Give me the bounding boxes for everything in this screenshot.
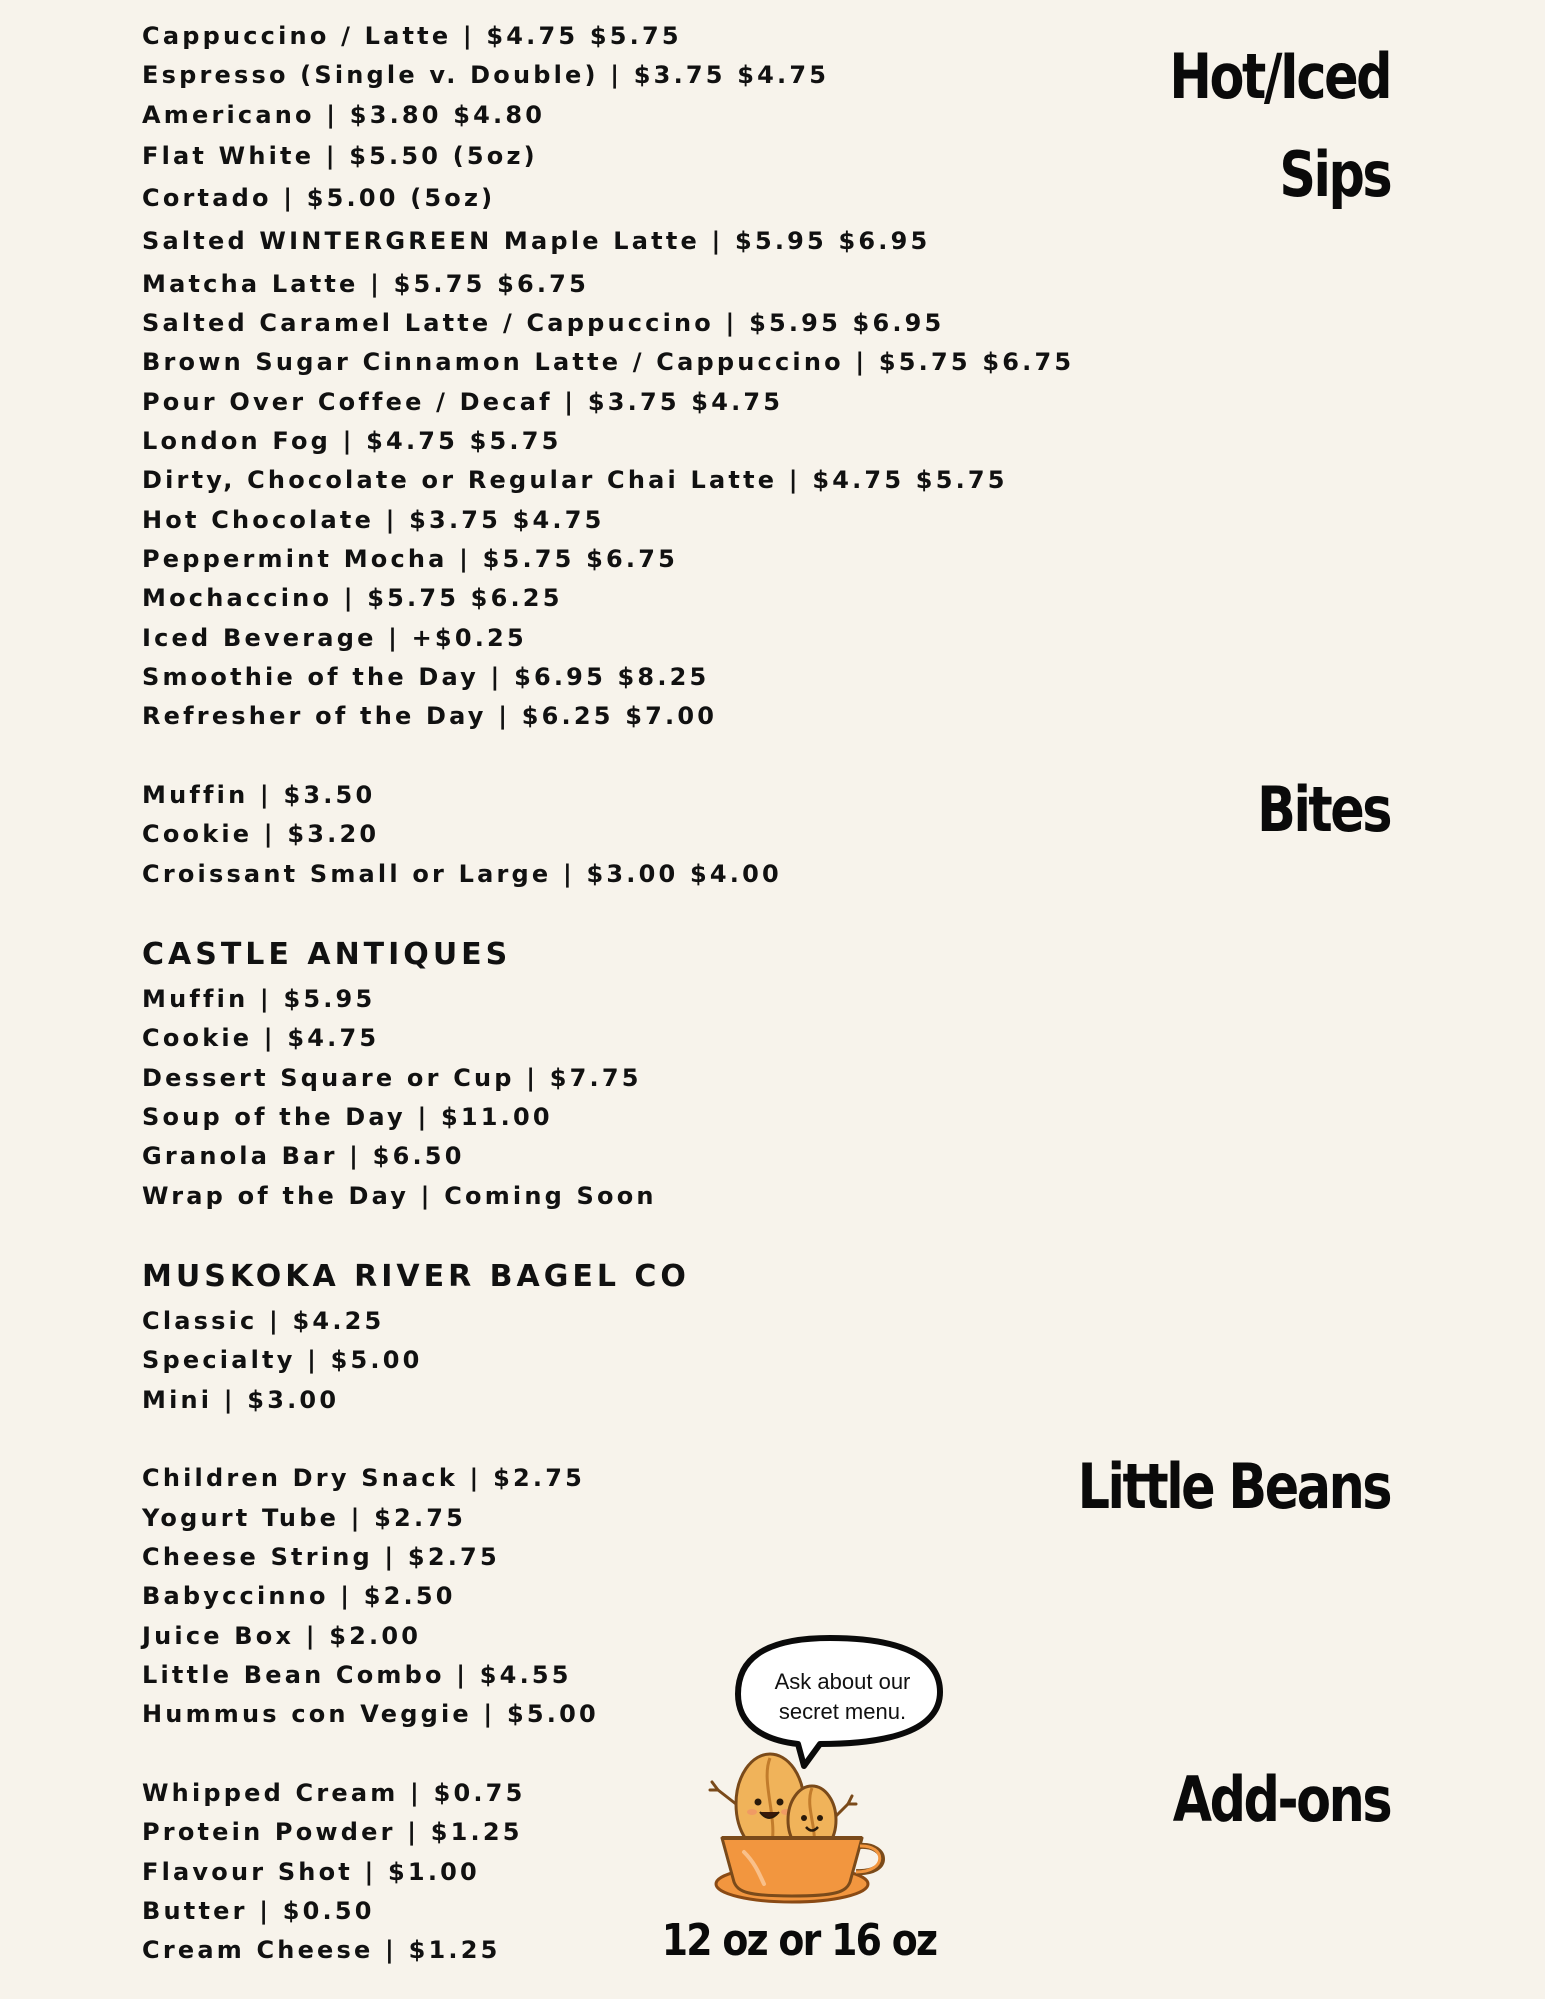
heading-bites: Bites — [1257, 773, 1390, 846]
menu-item: Little Bean Combo | $4.55 — [142, 1661, 572, 1689]
heading-addons: Add-ons — [1172, 1763, 1390, 1836]
menu-item: Peppermint Mocha | $5.75 $6.75 — [142, 545, 679, 573]
menu-item: Hot Chocolate | $3.75 $4.75 — [142, 506, 605, 534]
heading-sips: Sips — [1279, 138, 1390, 211]
menu-item: Hummus con Veggie | $5.00 — [142, 1700, 599, 1728]
menu-item: Cheese String | $2.75 — [142, 1543, 500, 1571]
heading-little-beans: Little Beans — [1077, 1450, 1390, 1523]
vendor-title-muskoka: MUSKOKA RIVER BAGEL CO — [142, 1259, 690, 1294]
menu-item: Flavour Shot | $1.00 — [142, 1858, 480, 1886]
heading-hot-iced: Hot/Iced — [1169, 40, 1390, 113]
menu-item: Butter | $0.50 — [142, 1897, 375, 1925]
menu-item: Americano | $3.80 $4.80 — [142, 101, 546, 129]
menu-item: Cappuccino / Latte | $4.75 $5.75 — [142, 22, 682, 50]
menu-item: Smoothie of the Day | $6.95 $8.25 — [142, 663, 710, 691]
speech-bubble-text — [745, 1667, 940, 1727]
menu-item: Granola Bar | $6.50 — [142, 1142, 465, 1170]
menu-item: Salted Caramel Latte / Cappuccino | $5.95 $6.95 — [142, 309, 945, 337]
menu-item: Soup of the Day | $11.00 — [142, 1103, 553, 1131]
menu-item: Flat White | $5.50 (5oz) — [142, 142, 538, 170]
menu-item: Whipped Cream | $0.75 — [142, 1779, 526, 1807]
menu-item: Juice Box | $2.00 — [142, 1622, 422, 1650]
menu-item: Espresso (Single v. Double) | $3.75 $4.75 — [142, 61, 830, 89]
menu-item: Muffin | $5.95 — [142, 985, 376, 1013]
menu-item: Protein Powder | $1.25 — [142, 1818, 523, 1846]
menu-item: Mochaccino | $5.75 $6.25 — [142, 584, 563, 612]
bubble-line-2: secret menu. — [778, 1699, 907, 1724]
menu-item: Brown Sugar Cinnamon Latte / Cappuccino | $5.75 $6.75 — [142, 348, 1075, 376]
menu-item: Cookie | $4.75 — [142, 1024, 380, 1052]
menu-item: Muffin | $3.50 — [142, 781, 376, 809]
menu-item: Matcha Latte | $5.75 $6.75 — [142, 270, 589, 298]
menu-item: Dessert Square or Cup | $7.75 — [142, 1064, 642, 1092]
menu-item: Croissant Small or Large | $3.00 $4.00 — [142, 860, 782, 888]
menu-item: Specialty | $5.00 — [142, 1346, 423, 1374]
menu-item: Yogurt Tube | $2.75 — [142, 1504, 467, 1532]
menu-item: Children Dry Snack | $2.75 — [142, 1464, 585, 1492]
menu-item: Classic | $4.25 — [142, 1307, 385, 1335]
menu-item: Wrap of the Day | Coming Soon — [142, 1182, 657, 1210]
menu-item: Dirty, Chocolate or Regular Chai Latte | $4.75 $5.75 — [142, 466, 1008, 494]
menu-item: Salted WINTERGREEN Maple Latte | $5.95 $6.95 — [142, 227, 931, 255]
bubble-line-1: Ask about our — [774, 1669, 911, 1694]
menu-item: Babyccinno | $2.50 — [142, 1582, 456, 1610]
menu-item: Cortado | $5.00 (5oz) — [142, 184, 496, 212]
menu-item: Pour Over Coffee / Decaf | $3.75 $4.75 — [142, 388, 784, 416]
menu-item: Iced Beverage | +$0.25 — [142, 624, 527, 652]
menu-item: Mini | $3.00 — [142, 1386, 340, 1414]
menu-item: Refresher of the Day | $6.25 $7.00 — [142, 702, 718, 730]
cup-size-note: 12 oz or 16 oz — [661, 1915, 937, 1966]
menu-item: London Fog | $4.75 $5.75 — [142, 427, 562, 455]
vendor-title-castle-antiques: CASTLE ANTIQUES — [142, 937, 512, 972]
menu-item: Cookie | $3.20 — [142, 820, 380, 848]
menu-item: Cream Cheese | $1.25 — [142, 1936, 501, 1964]
